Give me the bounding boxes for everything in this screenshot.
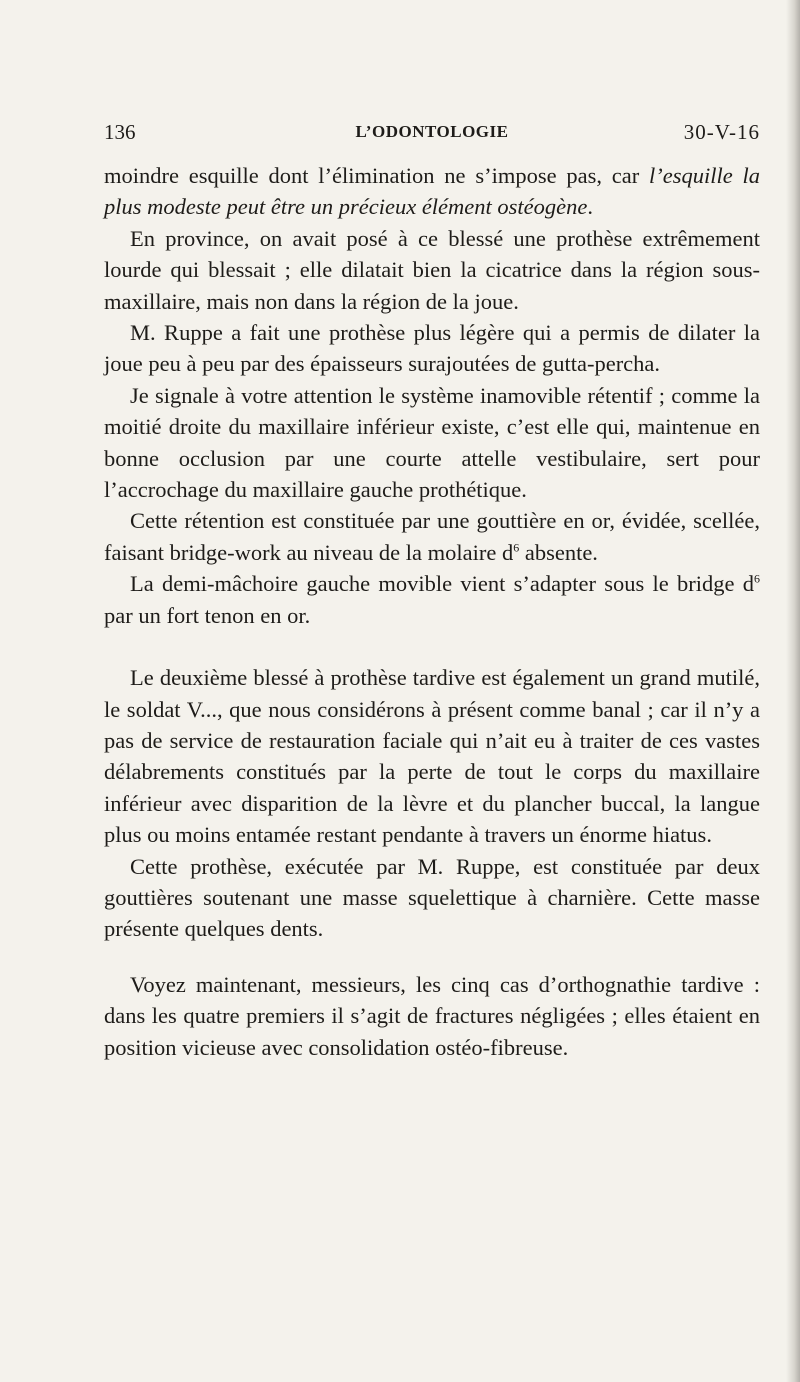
- paragraph-6: [104, 568, 760, 631]
- running-header: [104, 120, 760, 150]
- paragraph-1: [104, 160, 760, 223]
- paragraph-5-end: absente.: [519, 539, 598, 565]
- paragraph-5-superscript: 6: [513, 540, 520, 555]
- paragraph-5: [104, 505, 760, 568]
- body-text: [104, 160, 760, 1063]
- paragraph-6-text: La demi-mâchoire gauche movible vient s’adapter sous le bridge d: [130, 571, 754, 597]
- paragraph-7: Le deuxième blessé à prothèse tardive est également un grand mutilé, le soldat V..., que nous considérons à présent comme banal ; car il n’y a pas de service de restauration faciale qui n’ait eu à traiter de ces vastes délabrements constitués par la perte de tout le corps du maxillaire inférieur avec disparition de la lèvre et du plancher buccal, la langue plus ou moins entamée restant pendante à travers un énorme hiatus.: [104, 665, 760, 848]
- running-title: L’ODONTOLOGIE: [355, 122, 509, 141]
- page-edge-shadow: [786, 0, 800, 1382]
- paragraph-4: Je signale à votre attention le système inamovible rétentif ; comme la moitié droite du maxillaire inférieur existe, c’est elle qui, maintenue en bonne occlusion par une courte attelle vestibulaire, sert pour l’accrochage du maxillaire gauche prothétique.: [104, 382, 760, 503]
- paragraph-5-text: Cette rétention est constituée par une gouttière en or, évidée, scellée, faisant bridge-work au niveau de la molaire d: [104, 508, 760, 565]
- paragraph-1-end: .: [587, 194, 594, 220]
- paragraph-2: En province, on avait posé à ce blessé une prothèse extrêmement lourde qui blessait ; elle dilatait bien la cicatrice dans la région sous-maxillaire, mais non dans la région de la joue.: [104, 225, 760, 314]
- issue-date: 30-V-16: [683, 120, 760, 144]
- paragraph-6-end: par un fort tenon en or.: [104, 602, 311, 628]
- paragraph-3: M. Ruppe a fait une prothèse plus légère qui a permis de dilater la joue peu à peu par des épaisseurs surajoutées de gutta-percha.: [104, 320, 760, 377]
- paragraph-6-superscript: 6: [754, 571, 760, 586]
- paragraph-1-text: moindre esquille dont l’élimination ne s’impose pas, car: [104, 163, 649, 188]
- paragraph-8: Cette prothèse, exécutée par M. Ruppe, est constituée par deux gouttières soutenant une masse squelettique à charnière. Cette masse présente quelques dents.: [104, 853, 760, 942]
- paragraph-1-italic: l’esquille la plus modeste peut être un précieux élément ostéogène: [104, 163, 760, 220]
- paragraph-9: Voyez maintenant, messieurs, les cinq cas d’orthognathie tardive : dans les quatre premiers il s’agit de fractures négligées ; elles étaient en position vicieuse avec consolidation ostéo-fibreuse.: [104, 971, 760, 1060]
- page-number: 136: [104, 120, 136, 144]
